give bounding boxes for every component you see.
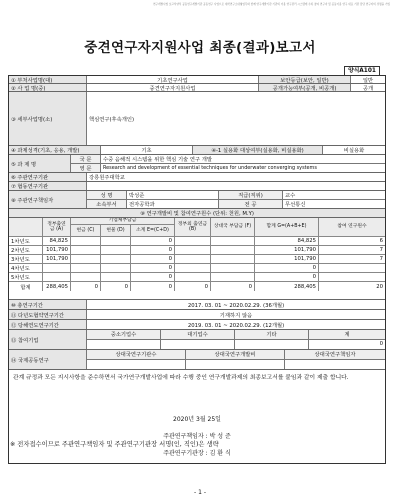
- value-lead-institution: 강릉원주대학교: [89, 175, 125, 181]
- value-ministry: 기초연구사업: [87, 76, 259, 83]
- form-number: 양식A101: [344, 66, 380, 76]
- budget-year-5: 5차년도: [9, 273, 43, 282]
- header-total: 합계 G=(A+B+E): [255, 218, 319, 237]
- row-budget-title: [9, 209, 385, 218]
- header-total-companies: 계: [309, 330, 385, 339]
- value-english-title: Research and development of essential techniques for underwater converging systems: [103, 165, 317, 171]
- label-position: 직급(직위): [219, 191, 283, 199]
- budget-cash-5: [71, 273, 101, 282]
- row-lead-researcher: [9, 191, 385, 209]
- budget-gov-1: 84,825: [43, 237, 71, 246]
- budget-kind-3: [101, 255, 131, 264]
- value-subprogram: 핵심연구(후속개인): [89, 116, 135, 123]
- header-corp: 기업체부담금: [71, 218, 175, 225]
- budget-gov-2: 101,790: [43, 246, 71, 255]
- budget-cash-3: [71, 255, 101, 264]
- budget-total-1: 84,825: [255, 237, 319, 246]
- budget-sum-counter: 0: [211, 282, 255, 291]
- participants-group: [87, 330, 385, 349]
- budget-sum-total: 288,405: [255, 282, 319, 291]
- budget-other-3: [175, 255, 211, 264]
- budget-table: [9, 218, 385, 300]
- value-security: 일반: [362, 77, 374, 83]
- project-title-group: [71, 155, 385, 172]
- budget-title: ⑨ 연구개발비 및 참여연구원수 (단위: 천원, M.Y): [9, 209, 385, 217]
- row-total-period: [9, 300, 385, 310]
- header-gov: 정부출연금 (A): [43, 218, 71, 237]
- label-lead-researcher: ⑧ 주관연구책임자: [9, 191, 87, 208]
- budget-sub-4: 0: [131, 264, 175, 273]
- budget-sum-staff: 20: [376, 283, 383, 290]
- budget-sum-sub: 0: [131, 282, 175, 291]
- budget-year-2: 2차년도: [9, 246, 43, 255]
- value-large: [161, 340, 235, 349]
- label-disclosure: 공개가능여부(공개, 비공개): [259, 84, 351, 91]
- header-counterpart: 상대국 부담금 (F): [211, 218, 255, 237]
- budget-other-5: [175, 273, 211, 282]
- value-counter-institutions: [87, 360, 186, 369]
- value-disclosure: 공개: [362, 85, 374, 91]
- budget-staff-1: 6: [319, 237, 385, 246]
- budget-sum-other: 0: [175, 282, 211, 291]
- value-korean-title: 수중 음해적 시스템을 위한 핵심 기술 연구 개발: [103, 157, 213, 163]
- participants-header-row: [87, 330, 385, 340]
- budget-counter-5: [211, 273, 255, 282]
- budget-total-4: 0: [255, 264, 319, 273]
- budget-gov-5: [43, 273, 71, 282]
- budget-sub-1: 0: [131, 237, 175, 246]
- label-department: 소속부서: [87, 200, 127, 208]
- label-participants: ⑬ 참여기업: [9, 330, 87, 349]
- value-total-companies: 0: [379, 341, 383, 348]
- value-sme: [87, 340, 161, 349]
- budget-year-1: 1차년도: [9, 237, 43, 246]
- international-header-row: [87, 350, 385, 360]
- budget-staff-4: [319, 264, 385, 273]
- header-staff: 참여 연구원수: [319, 218, 385, 237]
- value-multi-period: 기재하지 않음: [219, 312, 253, 319]
- label-lead-institution: ⑥ 주관연구기관: [9, 173, 87, 181]
- budget-gov-4: [43, 264, 71, 273]
- value-current-period: 2019. 03. 01 ~ 2020.02.29. (12개월): [187, 322, 285, 329]
- budget-grid: [9, 218, 385, 291]
- budget-other-2: [175, 246, 211, 255]
- label-international: ⑭ 국제공동연구: [9, 350, 87, 369]
- row-program: [9, 84, 385, 92]
- row-subprogram: [9, 92, 385, 146]
- budget-staff-2: 7: [319, 246, 385, 255]
- label-subprogram: ③ 세부사업명(소): [9, 92, 87, 145]
- label-total-period: ⑩ 총연구기간: [9, 300, 87, 309]
- budget-kind-1: [101, 237, 131, 246]
- report-form: [8, 75, 386, 464]
- budget-other-1: [175, 237, 211, 246]
- value-other-companies: [235, 340, 309, 349]
- top-note: 연구개발사업 보고서양식 공동연구개발기관 공동연구 사업으로 대학연구소대형업무와 함께 연구개발기관 기관의 이용 연구관리 시스템에 수록 참여 연구자 및 공동이용 연구 대표 기관 담당 연구자의 성명을 기입: [153, 3, 390, 6]
- budget-other-4: [175, 264, 211, 273]
- label-ministry: ① 부처사업명(대): [9, 76, 87, 83]
- header-other: 정부외 출연금 (B): [175, 218, 211, 237]
- budget-year-3: 3차년도: [9, 255, 43, 264]
- researcher-row-1: [87, 191, 385, 200]
- budget-staff-5: [319, 273, 385, 282]
- value-counter-lead: [285, 360, 385, 369]
- value-department: 전자공학과: [127, 200, 219, 208]
- budget-kind-2: [101, 246, 131, 255]
- project-title-kor-row: [71, 155, 385, 164]
- budget-total-5: 0: [255, 273, 319, 282]
- header-large: 대기업수: [161, 330, 235, 339]
- row-coop-institution: [9, 182, 385, 191]
- international-value-row: [87, 360, 385, 369]
- budget-staff-3: 7: [319, 255, 385, 264]
- value-practical: 비실용화: [343, 148, 365, 154]
- budget-counter-3: [211, 255, 255, 264]
- value-character: 기초: [101, 146, 193, 154]
- label-coop-institution: ⑦ 협동연구기관: [9, 182, 87, 190]
- researcher-group: [87, 191, 385, 208]
- header-subtotal: 소계 E=(C+D): [131, 225, 175, 237]
- row-project-title: [9, 155, 385, 173]
- statement-text: 관계 규정과 모든 지시사항을 준수하면서 국가연구개발사업에 따라 수행 중인 연구개발과제의 최종보고서를 붙임과 같이 제출 합니다.: [13, 375, 349, 381]
- label-security: 보안등급(보안, 일반): [259, 76, 351, 83]
- header-kind: 현물 (D): [101, 225, 131, 237]
- header-counter-budget: 상대국연구개발비: [186, 350, 285, 359]
- value-coop-institution: [87, 182, 385, 190]
- header-counter-institutions: 상대국연구기관수: [87, 350, 186, 359]
- statement-block: [9, 370, 385, 463]
- header-cash: 현금 (C): [71, 225, 101, 237]
- participants-value-row: [87, 340, 385, 349]
- label-current-period: ⑫ 당해연도연구기간: [9, 320, 87, 329]
- budget-sum-kind: 0: [101, 282, 131, 291]
- researcher-row-2: [87, 200, 385, 208]
- label-character: ④ 과제성격(기초, 응용, 개발): [9, 146, 101, 154]
- header-year: [9, 218, 43, 237]
- submit-date: 2020년 3월 25일: [173, 416, 221, 423]
- budget-total-2: 101,790: [255, 246, 319, 255]
- report-title: 중견연구자지원사업 최종(결과)보고서: [84, 40, 316, 56]
- label-project-title: ⑤ 과 제 명: [9, 155, 71, 172]
- label-major: 전 공: [219, 200, 283, 208]
- footer-note: ※ 전자접수이므로 주관연구책임자 및 주관연구기관장 서명(인, 직인)은 생략: [10, 441, 219, 448]
- value-name: 박성준: [127, 191, 219, 199]
- budget-total-3: 101,790: [255, 255, 319, 264]
- label-korean: 국 문: [71, 155, 101, 163]
- institution-head-sign: 주관연구기관장 : 김 환 식: [163, 450, 231, 457]
- row-character: [9, 146, 385, 155]
- row-multi-period: [9, 310, 385, 320]
- value-major: 무선통신: [285, 202, 306, 208]
- label-name: 성 명: [87, 191, 127, 199]
- budget-year-4: 4차년도: [9, 264, 43, 273]
- value-position: 교수: [285, 193, 296, 199]
- header-counter-lead: 상대국연구책임자: [285, 350, 385, 359]
- row-international: [9, 350, 385, 370]
- row-participants: [9, 330, 385, 350]
- budget-counter-4: [211, 264, 255, 273]
- page-number: - 1 -: [194, 489, 206, 496]
- budget-cash-1: [71, 237, 101, 246]
- project-title-eng-row: [71, 164, 385, 172]
- budget-sum-label: 합계: [9, 282, 43, 291]
- budget-sum-gov: 288,405: [43, 282, 71, 291]
- budget-cash-2: [71, 246, 101, 255]
- row-ministry: [9, 76, 385, 84]
- budget-counter-2: [211, 246, 255, 255]
- budget-cash-4: [71, 264, 101, 273]
- label-program: ② 사 업 명(중): [9, 84, 87, 91]
- value-counter-budget: [186, 360, 285, 369]
- row-lead-institution: [9, 173, 385, 182]
- budget-sub-3: 0: [131, 255, 175, 264]
- budget-gov-3: 101,790: [43, 255, 71, 264]
- budget-kind-4: [101, 264, 131, 273]
- budget-counter-1: [211, 237, 255, 246]
- budget-sub-2: 0: [131, 246, 175, 255]
- header-sme: 중소기업수: [87, 330, 161, 339]
- budget-sub-5: 0: [131, 273, 175, 282]
- label-practical: ④-1 실용화 대상여부(실용화, 비실용화): [193, 146, 323, 154]
- header-other-companies: 기타: [235, 330, 309, 339]
- row-current-period: [9, 320, 385, 330]
- lead-researcher-sign: 주관연구책임자 : 박 성 준: [163, 433, 231, 440]
- budget-kind-5: [101, 273, 131, 282]
- value-program: 중견연구자지원사업: [87, 84, 259, 91]
- budget-sum-cash: 0: [71, 282, 101, 291]
- label-multi-period: ⑪ 다년도협약연구기간: [9, 310, 87, 319]
- value-total-period: 2017. 03. 01 ~ 2020.02.29. (36개월): [187, 302, 285, 309]
- label-english: 영 문: [71, 164, 101, 172]
- international-group: [87, 350, 385, 369]
